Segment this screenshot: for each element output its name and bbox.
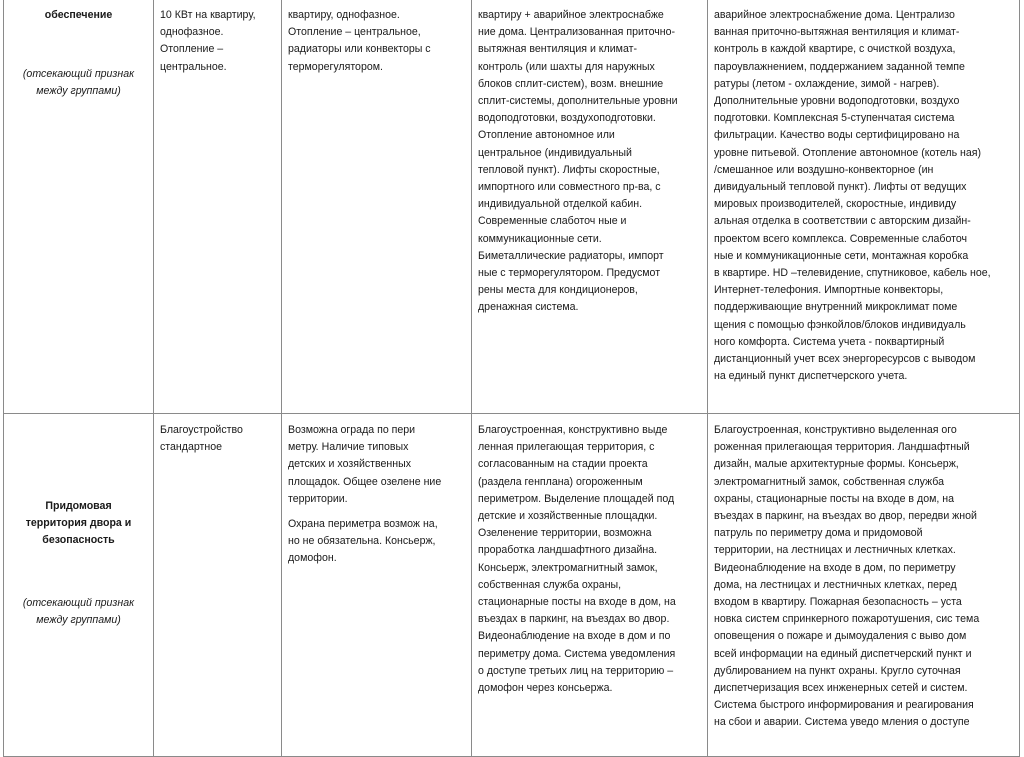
row-note: (отсекающий признак между группами) bbox=[22, 597, 135, 626]
row-label-cell bbox=[4, 0, 154, 414]
cell-text: 10 КВт на квартиру, однофазное. Отопление – центральное. bbox=[160, 9, 256, 73]
row-title: Придомовая территория двора и безопасность bbox=[25, 500, 132, 546]
table-cell bbox=[154, 0, 282, 414]
cell-text: аварийное электроснабжение дома. Централизо ванная приточно-вытяжная вентиляция и климат- контроль в каждой квартире, с очисткой воздуха, пароувлажнением, поддержанием заданной темпе ратуры (летом - охлаждение, зимой - нагрев). Дополнительные уровни водоподготовки, воздухо подготовки. Комплексная 5-ступенчатая система фильтрации. Качество воды сертифицировано на уровне питьевой. Отопление автономное (котель ная) /смешанное или воздушно-конвекторное (ин дивидуальный тепловой пункт). Лифты от ведущих мировых производителей, скоростные, индивиду альная отделка в соответствии с авторским дизайн- проектом всего комплекса. Современные слаботоч ные и коммуникационные сети, монтажная коробка в квартире. HD –телевидение, спутниковое, кабель ное, Интернет-телефония. Импортные конвекторы, поддерживающие внутренний микроклимат поме щения с помощью фэнкойлов/блоков индивидуаль ного комфорта. Система учета - поквартирный дистанционный учет всех энергоресурсов с выводом на единый пункт диспетчерского учета. bbox=[714, 9, 991, 383]
comparison-table bbox=[3, 0, 1020, 757]
table-cell bbox=[154, 414, 282, 757]
row-note: (отсекающий признак между группами) bbox=[22, 68, 135, 97]
row-title: обеспечение bbox=[44, 9, 113, 21]
cell-text: Возможна ограда по пери метру. Наличие типовых детских и хозяйственных площадок. Общее озелене ние территории. bbox=[288, 424, 442, 505]
table-row bbox=[4, 414, 1020, 757]
table-row bbox=[4, 0, 1020, 414]
cell-text: Благоустройство стандартное bbox=[160, 424, 243, 454]
table-cell bbox=[708, 414, 1020, 757]
cell-text: Благоустроенная, конструктивно выде ленная прилегающая территория, с согласованным на стадии проекта (раздела генплана) огороженным периметром. Выделение площадей под детские и хозяйственные площадки. Озеленение территории, возможна проработка ландшафтного дизайна. Консьерж, электромагнитный замок, собственная служба охраны, стационарные посты на входе в дом, на въездах в паркинг, на въездах во двор. Видеонаблюдение на входе в дом и по периметру дома. Система уведомления о доступе третьих лиц на территорию – домофон через консьержа. bbox=[478, 424, 676, 695]
table-cell bbox=[282, 414, 472, 757]
table-cell bbox=[472, 0, 708, 414]
table-cell bbox=[282, 0, 472, 414]
row-label-cell bbox=[4, 414, 154, 757]
table-cell bbox=[708, 0, 1020, 414]
cell-text: Охрана периметра возмож на, но не обязательна. Консьерж, домофон. bbox=[288, 518, 438, 565]
cell-text: Благоустроенная, конструктивно выделенная ого роженная прилегающая территория. Ландшафтный дизайн, малые архитектурные формы. Консьерж, электромагнитный замок, собственная служба охраны, стационарные посты на входе в дом, на въездах в паркинг, на въездах во двор, передви жной патруль по периметру дома и придомовой территории, на лестницах и лестничных клетках. Видеонаблюдение на входе в дом, по периметру дома, на лестницах и лестничных клетках, перед входом в квартиру. Пожарная безопасность – уста новка систем спринкерного пожаротушения, сис тема оповещения о пожаре и дымоудаления с выво дом всей информации на единый диспетчерский пункт и дублированием на пункт охраны. Кругло суточная диспетчеризация всех инженерных сетей и систем. Система быстрого информирования и реагирования на сбои и аварии. Система уведо мления о доступе bbox=[714, 424, 980, 729]
cell-text: квартиру + аварийное электроснабже ние дома. Централизованная приточно- вытяжная вентиляция и климат- контроль (или шахты для наружных блоков сплит-систем), возм. внешние сплит-системы, дополнительные уровни водоподготовки, воздухоподготовки. Отопление автономное или центральное (индивидуальный тепловой пункт). Лифты скоростные, импортного или совместного пр-ва, с индивидуальной отделкой кабин. Современные слаботоч ные и коммуникационные сети. Биметаллические радиаторы, импорт ные с терморегулятором. Предусмот рены места для кондиционеров, дренажная система. bbox=[478, 9, 678, 314]
table-cell bbox=[472, 414, 708, 757]
cell-text: квартиру, однофазное. Отопление – центральное, радиаторы или конвекторы с терморегулятором. bbox=[288, 9, 431, 73]
